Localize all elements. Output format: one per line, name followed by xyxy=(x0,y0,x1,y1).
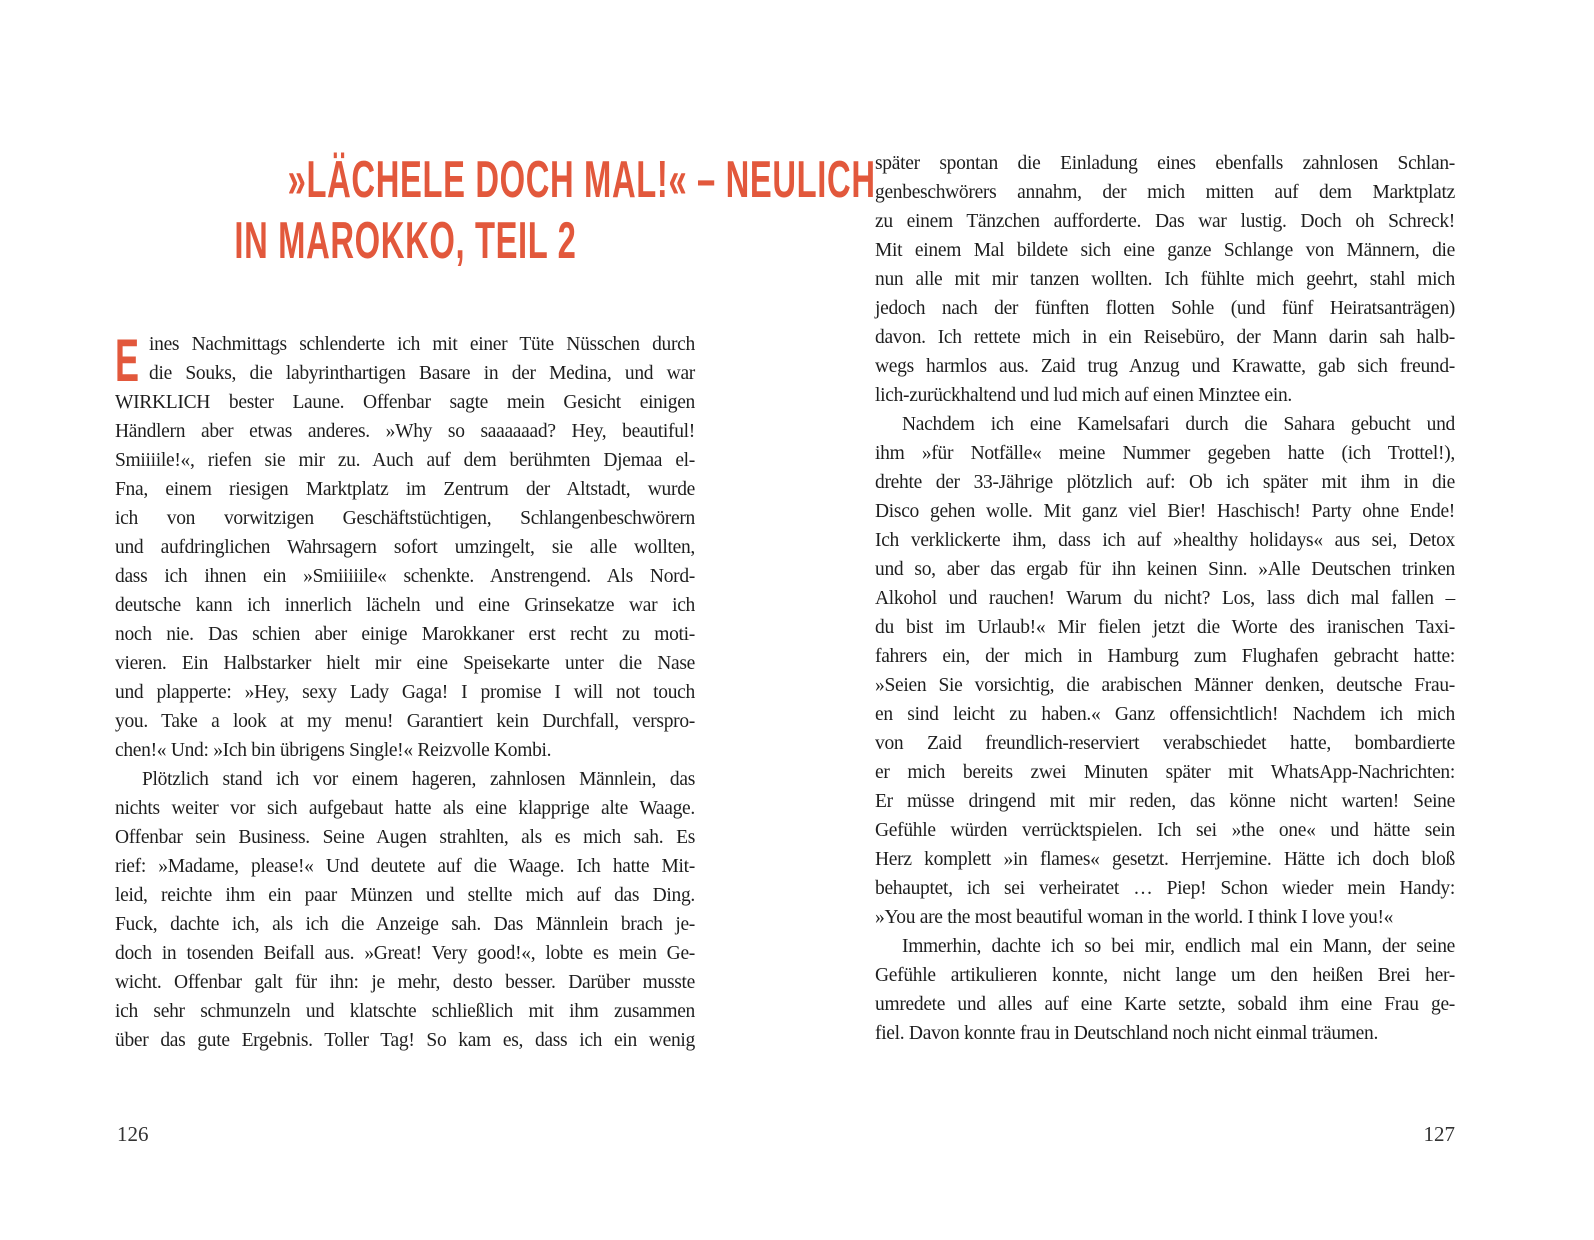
text-line: umredete und alles auf eine Karte setzte, sobald ihm eine Frau ge- xyxy=(875,994,1455,1015)
text-line: Nachdem ich eine Kamelsafari durch die Sahara gebucht und xyxy=(902,414,1455,435)
chapter-title-text-1: »LÄCHELE DOCH MAL!« – NEULICH xyxy=(287,151,876,209)
text-line: nun alle mit mir tanzen wollten. Ich fühlte mich geehrt, stahl mich xyxy=(875,269,1455,290)
text-line: Offenbar sein Business. Seine Augen strahlten, als es mich sah. Es xyxy=(115,827,695,848)
text-line: Gefühle artikulieren konnte, nicht lange um den heißen Brei her- xyxy=(875,965,1455,986)
text-line: noch nie. Das schien aber einige Marokkaner erst recht zu moti- xyxy=(115,624,695,645)
text-line: WIRKLICH bester Laune. Offenbar sagte mein Gesicht einigen xyxy=(115,392,695,413)
text-line: und aufdringlichen Wahrsagern sofort umzingelt, sie alle wollten, xyxy=(115,537,695,558)
paragraph xyxy=(115,327,695,765)
text-line: Plötzlich stand ich vor einem hageren, zahnlosen Männlein, das xyxy=(142,769,695,790)
text-line: genbeschwörers annahm, der mich mitten auf dem Marktplatz xyxy=(875,182,1455,203)
text-line: nichts weiter vor sich aufgebaut hatte als eine klapprige alte Waage. xyxy=(115,798,695,819)
chapter-title xyxy=(115,150,876,272)
paragraph xyxy=(875,410,1455,932)
text-line: davon. Ich rettete mich in ein Reisebüro, der Mann darin sah halb- xyxy=(875,327,1455,348)
text-line: wicht. Offenbar galt für ihn: je mehr, desto besser. Darüber musste xyxy=(115,972,695,993)
paragraph xyxy=(875,149,1455,410)
text-line: er mich bereits zwei Minuten später mit WhatsApp-Nachrichten: xyxy=(875,762,1455,783)
text-line: Gefühle würden verrücktspielen. Ich sei »the one« und hätte sein xyxy=(875,820,1455,841)
text-line: jedoch nach der fünften flotten Sohle (und fünf Heiratsanträgen) xyxy=(875,298,1455,319)
text-line: ihm »für Notfälle« meine Nummer gegeben hatte (ich Trottel!), xyxy=(875,443,1455,464)
text-line: die Souks, die labyrinthartigen Basare in der Medina, und war xyxy=(149,363,695,384)
text-line: en sind leicht zu haben.« Ganz offensichtlich! Nachdem ich mich xyxy=(875,704,1455,725)
text-line: Er müsse dringend mit mir reden, das könne nicht warten! Seine xyxy=(875,791,1455,812)
chapter-title-text-2: IN MAROKKO, TEIL 2 xyxy=(233,212,576,270)
chapter-title-line-1 xyxy=(115,150,876,211)
text-line: dass ich ihnen ein »Smiiiiile« schenkte. Anstrengend. Als Nord- xyxy=(115,566,695,587)
text-line: Smiiiile!«, riefen sie mir zu. Auch auf dem berühmten Djemaa el- xyxy=(115,450,695,471)
text-line: lich-zurückhaltend und lud mich auf einen Minztee ein. xyxy=(875,385,1292,406)
text-line: fahrers ein, der mich in Hamburg zum Flughafen gebracht hatte: xyxy=(875,646,1455,667)
text-line: zu einem Tänzchen aufforderte. Das war lustig. Doch oh Schreck! xyxy=(875,211,1455,232)
text-line: chen!« Und: »Ich bin übrigens Single!« Reizvolle Kombi. xyxy=(115,740,552,761)
text-line: Fuck, dachte ich, als ich die Anzeige sah. Das Männlein brach je- xyxy=(115,914,695,935)
text-line: wegs harmlos aus. Zaid trug Anzug und Krawatte, gab sich freund- xyxy=(875,356,1455,377)
page-left-body xyxy=(115,327,695,1055)
text-line: deutsche kann ich innerlich lächeln und eine Grinsekatze war ich xyxy=(115,595,695,616)
text-line: leid, reichte ihm ein paar Münzen und stellte mich auf das Ding. xyxy=(115,885,695,906)
text-line: und plapperte: »Hey, sexy Lady Gaga! I promise I will not touch xyxy=(115,682,695,703)
text-line: Fna, einem riesigen Marktplatz im Zentrum der Altstadt, wurde xyxy=(115,479,695,500)
text-line: doch in tosenden Beifall aus. »Great! Very good!«, lobte es mein Ge- xyxy=(115,943,695,964)
text-line: rief: »Madame, please!« Und deutete auf die Waage. Ich hatte Mit- xyxy=(115,856,695,877)
page-left xyxy=(115,0,876,1240)
text-line: Immerhin, dachte ich so bei mir, endlich mal ein Mann, der seine xyxy=(902,936,1455,957)
text-line: ich sehr schmunzeln und klatschte schließlich mit ihm zusammen xyxy=(115,1001,695,1022)
text-line: drehte der 33-Jährige plötzlich auf: Ob ich später mit ihm in die xyxy=(875,472,1455,493)
text-line: von Zaid freundlich-reserviert verabschiedet hatte, bombardierte xyxy=(875,733,1455,754)
text-line: ines Nachmittags schlenderte ich mit einer Tüte Nüsschen durch xyxy=(149,334,695,355)
text-line: vieren. Ein Halbstarker hielt mir eine Speisekarte unter die Nase xyxy=(115,653,695,674)
text-line: ich von vorwitzigen Geschäftstüchtigen, Schlangenbeschwörern xyxy=(115,508,695,529)
text-line: Mit einem Mal bildete sich eine ganze Schlange von Männern, die xyxy=(875,240,1455,261)
paragraph xyxy=(875,932,1455,1048)
text-line: Händlern aber etwas anderes. »Why so saaaaaad? Hey, beautiful! xyxy=(115,421,695,442)
paragraph xyxy=(115,765,695,1055)
text-line: Disco gehen wolle. Mit ganz viel Bier! Haschisch! Party ohne Ende! xyxy=(875,501,1455,522)
text-line: über das gute Ergebnis. Toller Tag! So kam es, dass ich ein wenig xyxy=(115,1030,695,1051)
drop-cap: E xyxy=(115,327,140,394)
text-line: fiel. Davon konnte frau in Deutschland noch nicht einmal träumen. xyxy=(875,1023,1379,1044)
text-line: behauptet, ich sei verheiratet … Piep! Schon wieder mein Handy: xyxy=(875,878,1455,899)
chapter-title-line-2 xyxy=(115,211,695,272)
text-line: Herz komplett »in flames« gesetzt. Herrjemine. Hätte ich doch bloß xyxy=(875,849,1455,870)
text-line: »You are the most beautiful woman in the world. I think I love you!« xyxy=(875,907,1394,928)
text-line: »Seien Sie vorsichtig, die arabischen Männer denken, deutsche Frau- xyxy=(875,675,1455,696)
text-line: you. Take a look at my menu! Garantiert kein Durchfall, verspro- xyxy=(115,711,695,732)
text-line: und so, aber das ergab für ihn keinen Sinn. »Alle Deutschen trinken xyxy=(875,559,1455,580)
page-number-right: 127 xyxy=(1423,1122,1455,1146)
page-number-left: 126 xyxy=(117,1122,149,1146)
text-line: Alkohol und rauchen! Warum du nicht? Los, lass dich mal fallen – xyxy=(875,588,1455,609)
text-line: du bist im Urlaub!« Mir fielen jetzt die Worte des iranischen Taxi- xyxy=(875,617,1455,638)
page-right-body xyxy=(875,149,1455,1048)
text-line: später spontan die Einladung eines ebenfalls zahnlosen Schlan- xyxy=(875,153,1455,174)
page-right xyxy=(875,0,1455,1240)
text-line: Ich verklickerte ihm, dass ich auf »healthy holidays« aus sei, Detox xyxy=(875,530,1455,551)
